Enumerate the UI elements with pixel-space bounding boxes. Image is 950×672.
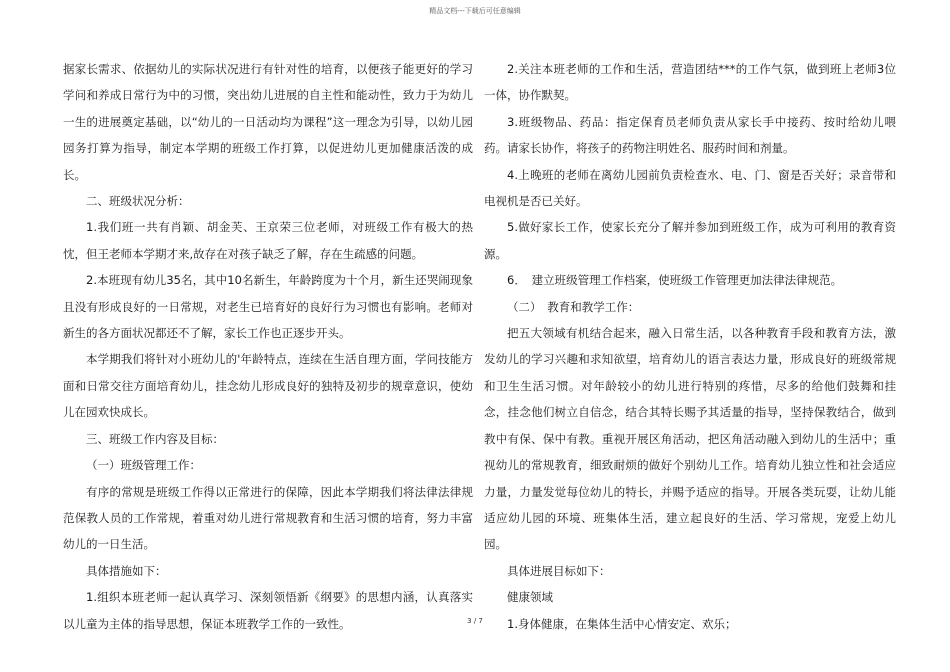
paragraph: 1.我们班一共有肖颖、胡金芙、王京荣三位老师，对班级工作有极大的热忱，但王老师本学期才来,故存在对孩子缺乏了解，存在生疏感的问题。 [63, 220, 473, 261]
paragraph: 4.上晚班的老师在离幼儿园前负责检查水、电、门、窗是否关好；录音带和电视机是否已关好。 [484, 167, 896, 209]
paragraph: 具体措施如下： [86, 563, 167, 578]
page-number: 3 / 7 [467, 617, 483, 625]
paragraph: 本学期我们将针对小班幼儿的'年龄特点，连续在生活自理方面，学问技能方面和日常交往方面培育幼儿，挂念幼儿形成良好的独特及初步的规章意识，使幼儿在园欢快成长。 [63, 352, 473, 420]
paragraph: 2.关注本班老师的工作和生活，营造团结***的工作气氛，做到班上老师3位一体，协作默契。 [484, 62, 896, 103]
paragraph: （二） 教育和教学工作： [507, 299, 640, 314]
paragraph: 3.班级物品、药品：指定保育员老师负责从家长手中接药、按时给幼儿喂药。请家长协作，将孩子的药物注明姓名、服药时间和剂量。 [484, 114, 896, 156]
paragraph: 有序的常规是班级工作得以正常进行的保障，因此本学期我们将法律法律规范保教人员的工作常规，着重对幼儿进行常规教育和生活习惯的培育，努力丰富幼儿的一日生活。 [63, 484, 473, 552]
paragraph: 具体进展目标如下： [507, 563, 611, 578]
paragraph: 二、班级状况分析： [86, 194, 190, 209]
paragraph: 2.本班现有幼儿35名，其中10名新生，年龄跨度为十个月，新生还哭闹现象且没有形成良好的一日常规，对老生已培育好的良好行为习惯也有影响。老师对新生的各方面状况都还不了解，家长工作也正逐步开头。 [63, 273, 473, 341]
paragraph: 健康领域 [507, 590, 553, 605]
paragraph: 1.身体健康，在集体生活中心情安定、欢乐； [507, 616, 737, 631]
paragraph: 把五大领域有机结合起来，融入日常生活，以各种教育手段和教育方法，激发幼儿的学习兴趣和求知欲望，培育幼儿的语言表达力量，形成良好的班级常规和卫生生活习惯。对年龄较小的幼儿进行特别的疼惜，尽多的给他们鼓舞和挂念，挂念他们树立自信念，结合其特长赐予其适量的指导，坚持保教结合，做到教中有保、保中有教。重视开展区角活动，把区角活动融入到幼儿的生活中；重视幼儿的常规教育，细致耐烦的做好个别幼儿工作。培育幼儿独立性和社会适应力量，力量发觉每位幼儿的特长，并赐予适应的指导。开展各类玩耍，让幼儿能适应幼儿园的环境、班集体生活，建立起良好的生活、学习常规，宠爱上幼儿园。 [484, 326, 896, 552]
paragraph: 5.做好家长工作，使家长充分了解并参加到班级工作，成为可利用的教育资源。 [484, 220, 896, 261]
paragraph: 据家长需求、依据幼儿的实际状况进行有针对性的培育，以便孩子能更好的学习学问和养成日常行为中的习惯，突出幼儿进展的自主性和能动性，致力于为幼儿一生的进展奠定基础，以“幼儿的一日活动均为课程”这一理念为引导，以幼儿园园务打算为指导，制定本学期的班级工作打算，以促进幼儿更加健康活泼的成长。 [63, 62, 473, 182]
paragraph: （一）班级管理工作： [86, 458, 201, 473]
left-column [63, 56, 473, 637]
paragraph: 6． 建立班级管理工作档案，使班级工作管理更加法律法律规范。 [507, 273, 843, 288]
paragraph: 三、班级工作内容及目标： [86, 431, 224, 446]
right-column [484, 56, 896, 637]
page-header: 精品文档---下载后可任意编辑 [429, 7, 521, 15]
paragraph: 1.组织本班老师一起认真学习、深刻领悟新《纲要》的思想内涵，认真落实以儿童为主体的指导思想，保证本班教学工作的一致性。 [63, 590, 473, 631]
